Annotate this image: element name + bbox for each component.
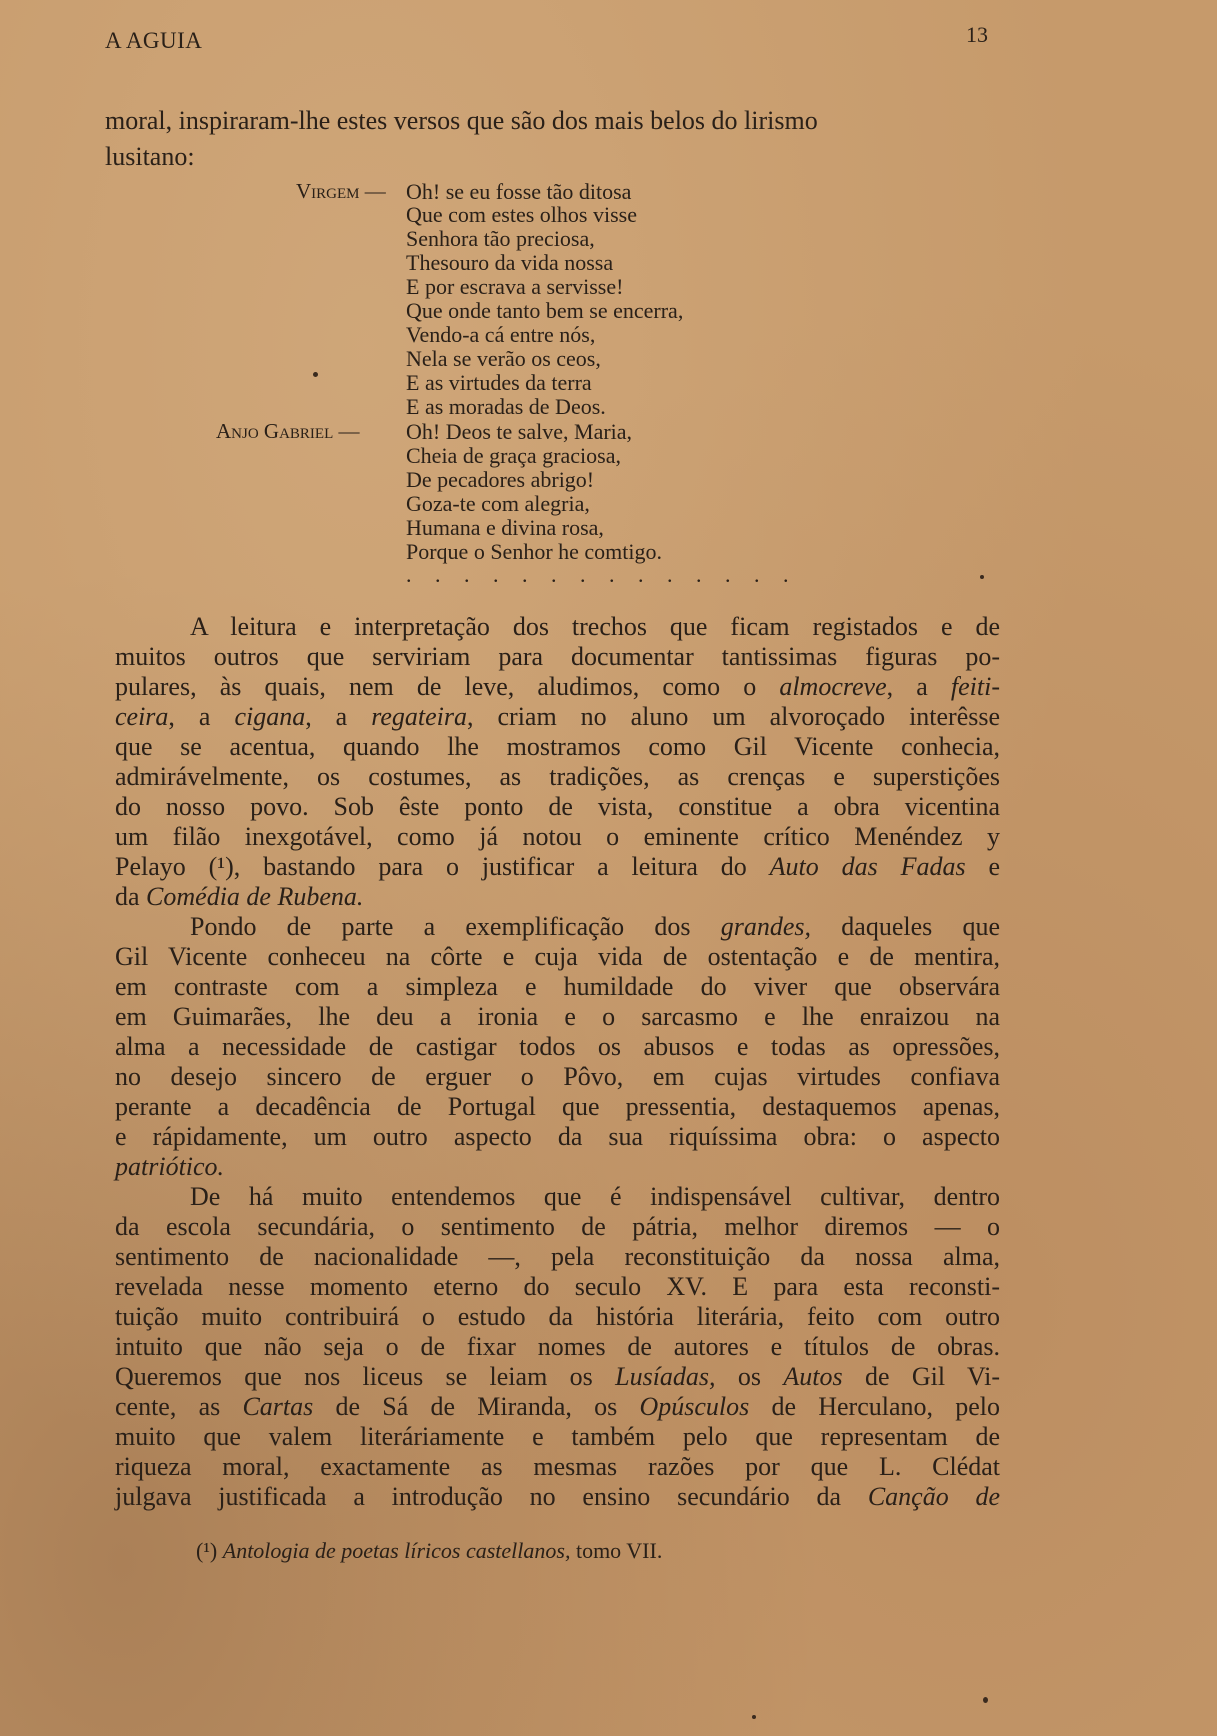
body-line: Gil Vicente conheceu na côrte e cuja vida de ostentação e de mentira, xyxy=(115,942,1000,971)
verse-line: E por escrava a servisse! xyxy=(406,274,624,299)
verse-line: Cheia de graça graciosa, xyxy=(406,443,621,468)
page-number: 13 xyxy=(966,22,988,47)
body-line: pulares, às quais, nem de leve, aludimos, como o almocreve, a feiti- xyxy=(115,672,1000,701)
verse-line: Humana e divina rosa, xyxy=(406,515,604,540)
paper-speck xyxy=(752,1715,756,1719)
body-line: que se acentua, quando lhe mostramos como Gil Vicente conhecia, xyxy=(115,732,1000,761)
body-line: julgava justificada a introdução no ensino secundário da Canção de xyxy=(115,1482,1001,1511)
body-line: do nosso povo. Sob êste ponto de vista, constitue a obra vicentina xyxy=(115,792,1000,821)
body-line: moral, inspiraram-lhe estes versos que são dos mais belos do lirismo xyxy=(105,106,818,135)
body-line: Pondo de parte a exemplificação dos grandes, daqueles que xyxy=(190,912,1001,941)
verse-line: E as virtudes da terra xyxy=(406,370,592,395)
speaker-anjo-gabriel: Anjo Gabriel — xyxy=(216,419,360,443)
body-line: tuição muito contribuirá o estudo da história literária, feito com outro xyxy=(115,1302,1000,1331)
body-line: De há muito entendemos que é indispensável cultivar, dentro xyxy=(190,1182,1000,1211)
verse-line: Oh! Deos te salve, Maria, xyxy=(406,419,633,444)
verse-line: E as moradas de Deos. xyxy=(406,394,606,419)
body-line: em contraste com a simpleza e humildade do viver que observára xyxy=(115,972,1000,1001)
speaker-virgem: Virgem — xyxy=(296,179,386,203)
verse-line: Senhora tão preciosa, xyxy=(406,226,595,251)
body-line: A leitura e interpretação dos trechos que ficam registados e de xyxy=(190,612,1000,641)
verse-line: Goza-te com alegria, xyxy=(406,491,590,516)
verse-line: De pecadores abrigo! xyxy=(406,467,595,492)
body-line: muitos outros que serviriam para documentar tantissimas figuras po- xyxy=(115,642,1000,671)
body-line: da escola secundária, o sentimento de pátria, melhor diremos — o xyxy=(115,1212,1000,1241)
verse-line: Thesouro da vida nossa xyxy=(406,250,614,275)
body-line: intuito que não seja o de fixar nomes de autores e títulos de obras. xyxy=(115,1332,1000,1361)
verse-line: Vendo-a cá entre nós, xyxy=(406,322,596,347)
ellipsis-dots: . . . . . . . . . . . . . . xyxy=(406,562,798,587)
paper-speck xyxy=(980,575,984,579)
body-line: alma a necessidade de castigar todos os abusos e todas as opressões, xyxy=(115,1032,1000,1061)
body-line: e rápidamente, um outro aspecto da sua riquíssima obra: o aspecto xyxy=(115,1122,1000,1151)
body-line: perante a decadência de Portugal que pressentia, destaquemos apenas, xyxy=(115,1092,1000,1121)
paper-speck xyxy=(313,372,318,377)
paper-speck xyxy=(983,1697,988,1703)
verse-line: Que onde tanto bem se encerra, xyxy=(406,298,684,323)
body-line: em Guimarães, lhe deu a ironia e o sarcasmo e lhe enraizou na xyxy=(115,1002,1000,1031)
footnote: (¹) Antologia de poetas líricos castellanos, tomo VII. xyxy=(196,1538,663,1563)
body-line: Queremos que nos liceus se leiam os Lusíadas, os Autos de Gil Vi- xyxy=(115,1362,1001,1391)
body-line: sentimento de nacionalidade —, pela reconstituição da nossa alma, xyxy=(115,1242,1000,1271)
body-line: ceira, a cigana, a regateira, criam no aluno um alvoroçado interêsse xyxy=(115,702,1001,731)
body-line: muito que valem literáriamente e também pelo que representam de xyxy=(115,1422,1000,1451)
body-line: patriótico. xyxy=(115,1152,225,1181)
body-line: no desejo sincero de erguer o Pôvo, em cujas virtudes confiava xyxy=(115,1062,1000,1091)
verse-line: Que com estes olhos visse xyxy=(406,202,637,227)
running-head: A AGUIA xyxy=(105,28,203,53)
body-line: lusitano: xyxy=(105,142,195,171)
verse-line: Porque o Senhor he comtigo. xyxy=(406,539,663,564)
verse-line: Nela se verão os ceos, xyxy=(406,346,601,371)
body-line: um filão inexgotável, como já notou o eminente crítico Menéndez y xyxy=(115,822,1000,851)
body-line: admirávelmente, os costumes, as tradições, as crenças e superstições xyxy=(115,762,1000,791)
body-line: cente, as Cartas de Sá de Miranda, os Opúsculos de Herculano, pelo xyxy=(115,1392,1001,1421)
body-line: da Comédia de Rubena. xyxy=(115,882,364,911)
verse-line: Oh! se eu fosse tão ditosa xyxy=(406,179,632,204)
body-line: riqueza moral, exactamente as mesmas razões por que L. Clédat xyxy=(115,1452,1000,1481)
body-line: Pelayo (¹), bastando para o justificar a leitura do Auto das Fadas e xyxy=(115,852,1000,881)
body-line: revelada nesse momento eterno do seculo XV. E para esta reconsti- xyxy=(115,1272,1000,1301)
